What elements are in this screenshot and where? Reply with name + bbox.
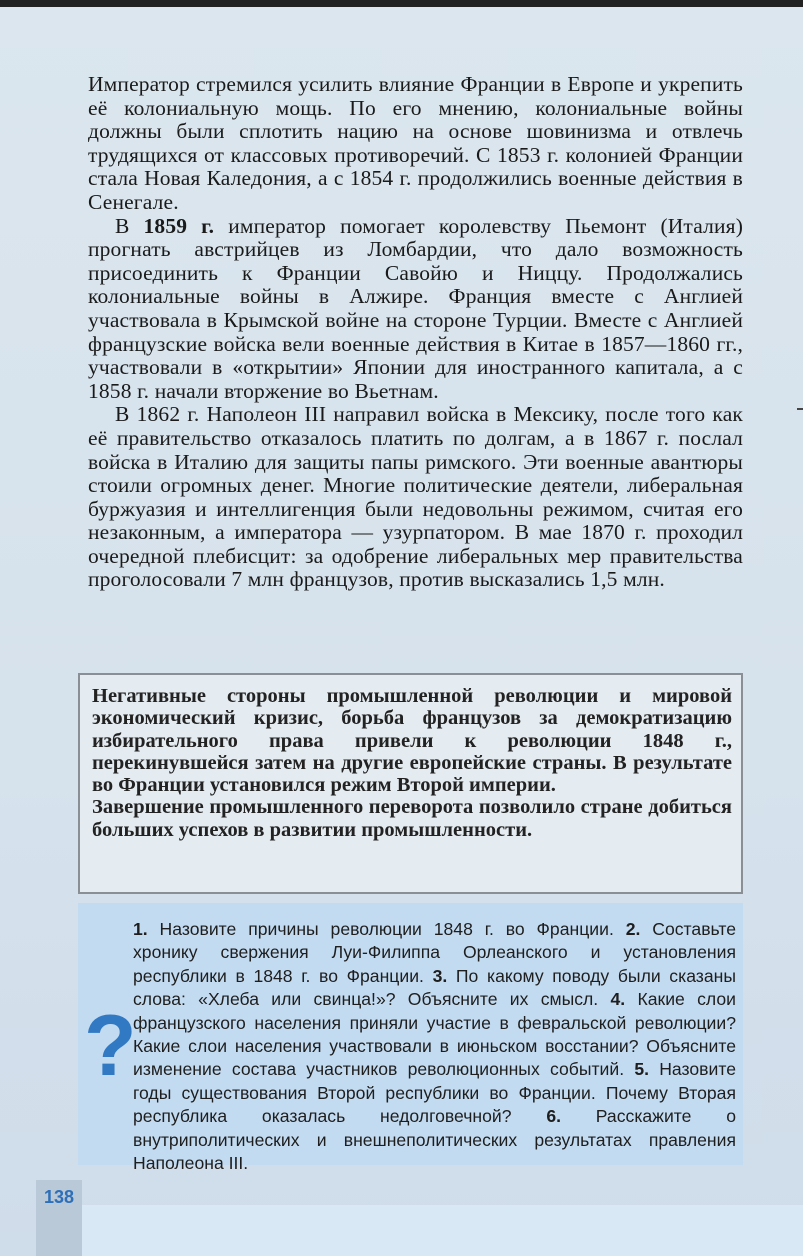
paragraph-2-rest: император помогает королевству Пьемонт (Италия) прогнать австрийцев из Ломбардии, что дало возможность присоединить к Франции Савойю и Ниццу. Продолжались колониальные войны в Алжире. Франция вместе с Англией участвовала в Крымской войне на стороне Турции. Вместе с Англией французские войска вели военные действия в Китае в 1857—1860 гг., участвовали в «открытии» Японии для иностранного капитала, а с 1858 г. начали вторжение во Вьетнам. (88, 213, 744, 403)
edge-mark (797, 408, 803, 410)
question-1: Назовите причины революции 1848 г. во Франции. (147, 919, 626, 939)
summary-paragraph-2: Завершение промышленного переворота позволило стране добиться больших успехов в развитии промышленности. (92, 796, 732, 841)
question-3: По какому поводу были сказаны слова: «Хлеба или свинца!»? Объясните их смысл. (133, 965, 736, 1010)
question-6: Расскажите о внутриполитических и внешнеполитических результатах правления Наполеона III. (133, 1106, 736, 1174)
question-number: 4. (610, 989, 626, 1010)
question-number: 6. (546, 1106, 561, 1127)
paragraph-2 (88, 215, 743, 404)
question-number: 2. (625, 919, 641, 939)
summary-box (78, 673, 743, 894)
question-mark-icon: ? (84, 998, 137, 1094)
questions-text (133, 918, 736, 1175)
bottom-band (82, 1205, 803, 1256)
question-number: 3. (432, 965, 448, 986)
question-4: Какие слои французского населения приняли участие в февральской революции? Какие слои населения участвовали в июньском восстании? Объясните изменение состава участников революционных событий. (133, 989, 736, 1080)
main-text (88, 73, 743, 592)
paragraph-1: Император стремился усилить влияние Франции в Европе и укрепить её колониальную мощь. По его мнению, колониальные войны должны были сплотить нацию на основе шовинизма и отвлечь трудящихся от классовых противоречий. С 1853 г. колонией Франции стала Новая Каледония, а с 1854 г. продолжились военные действия в Сенегале. (88, 72, 743, 214)
question-5: Назовите годы существования Второй республики во Франции. Почему Вторая республика оказалась недолговечной? (133, 1059, 736, 1127)
questions-block (78, 903, 743, 1174)
summary-paragraph-1: Негативные стороны промышленной революции и мировой экономический кризис, борьба французов за демократизацию избирательного права привели к революции 1848 г., перекинувшейся затем на другие европейские страны. В результате во Франции установился режим Второй империи. (92, 685, 732, 797)
paragraph-2-start: В (115, 213, 144, 238)
paragraph-3: В 1862 г. Наполеон III направил войска в Мексику, после того как её правительство отказалось платить по долгам, а в 1867 г. послал войска в Италию для защиты папы римского. Эти военные авантюры стоили огромных денег. Многие политические деятели, либеральная буржуазия и интеллигенция были недовольны режимом, считая его незаконным, а императора — узурпатором. В мае 1870 г. проходил очередной плебисцит: за одобрение либеральных мер правительства проголосовали 7 млн французов, против высказались 1,5 млн. (88, 402, 743, 592)
year-1859: 1859 г. (143, 213, 215, 238)
question-number: 5. (634, 1059, 649, 1080)
question-2: Составьте хронику свержения Луи-Филиппа Орлеанского и установления республики в 1848 г. во Франции. (133, 919, 736, 986)
top-edge (0, 0, 803, 7)
page-number: 138 (43, 1187, 75, 1207)
question-number: 1. (133, 919, 148, 939)
